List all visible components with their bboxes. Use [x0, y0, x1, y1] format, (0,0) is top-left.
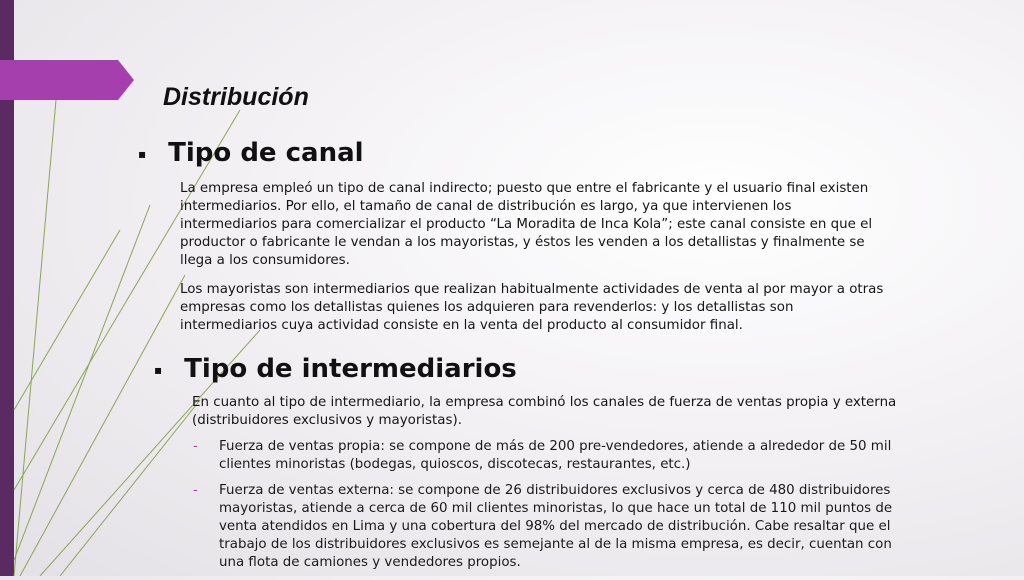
- intermediarios-list: [193, 438, 915, 580]
- list-item: [193, 482, 915, 572]
- section-heading-tipo-de-intermediarios: [154, 354, 517, 384]
- paragraph-intermediarios-intro: En cuanto al tipo de intermediario, la empresa combinó los canales de fuerza de ventas propia y externa (distribuidores exclusivos y mayoristas).: [192, 395, 897, 428]
- slide-title: Distribución: [163, 83, 309, 111]
- title-banner-arrow: [0, 60, 134, 100]
- list-item-text: Fuerza de ventas externa: se compone de 26 distribuidores exclusivos y cerca de 480 distribuidores mayoristas, atiende a cerca de 60 mil clientes minoristas, lo que hace un total de 110 mil puntos de venta atendidos en Lima y una cobertura del 98% del mercado de distribución. Cabe resaltar que el trabajo de los distribuidores exclusivos es semejante al de la misma empresa, es decir, cuentan con una flota de camiones y vendedores propios.: [219, 483, 893, 570]
- dash-marker: -: [193, 439, 198, 454]
- bullet-square-icon: ▪: [138, 146, 147, 161]
- paragraph-canal-2: Los mayoristas son intermediarios que realizan habitualmente actividades de venta al por mayor a otras empresas como los detallistas quienes los adquieren para revenderlos: y los detallistas son intermediarios cuya actividad consiste en la venta del producto al consumidor final.: [180, 282, 884, 333]
- list-item: [193, 438, 915, 474]
- section-heading-tipo-de-canal: [138, 138, 364, 168]
- heading-text: Tipo de intermediarios: [184, 354, 517, 384]
- dash-marker: -: [193, 483, 198, 498]
- paragraph-canal-1: La empresa empleó un tipo de canal indirecto; puesto que entre el fabricante y el usuario final existen intermediarios. Por ello, el tamaño de canal de distribución es largo, ya que intervienen los intermediarios para comercializar el producto “La Moradita de Inca Kola”; este canal consiste en que el productor o fabricante le vendan a los mayoristas, y éstos les venden a los detallistas y finalmente se llega a los consumidores.: [180, 181, 873, 268]
- heading-text: Tipo de canal: [168, 138, 364, 168]
- bullet-square-icon: ▪: [154, 362, 163, 377]
- list-item-text: Fuerza de ventas propia: se compone de más de 200 pre-vendedores, atiende a alrededor de 50 mil clientes minoristas (bodegas, quioscos, discotecas, restaurantes, etc.): [219, 439, 892, 472]
